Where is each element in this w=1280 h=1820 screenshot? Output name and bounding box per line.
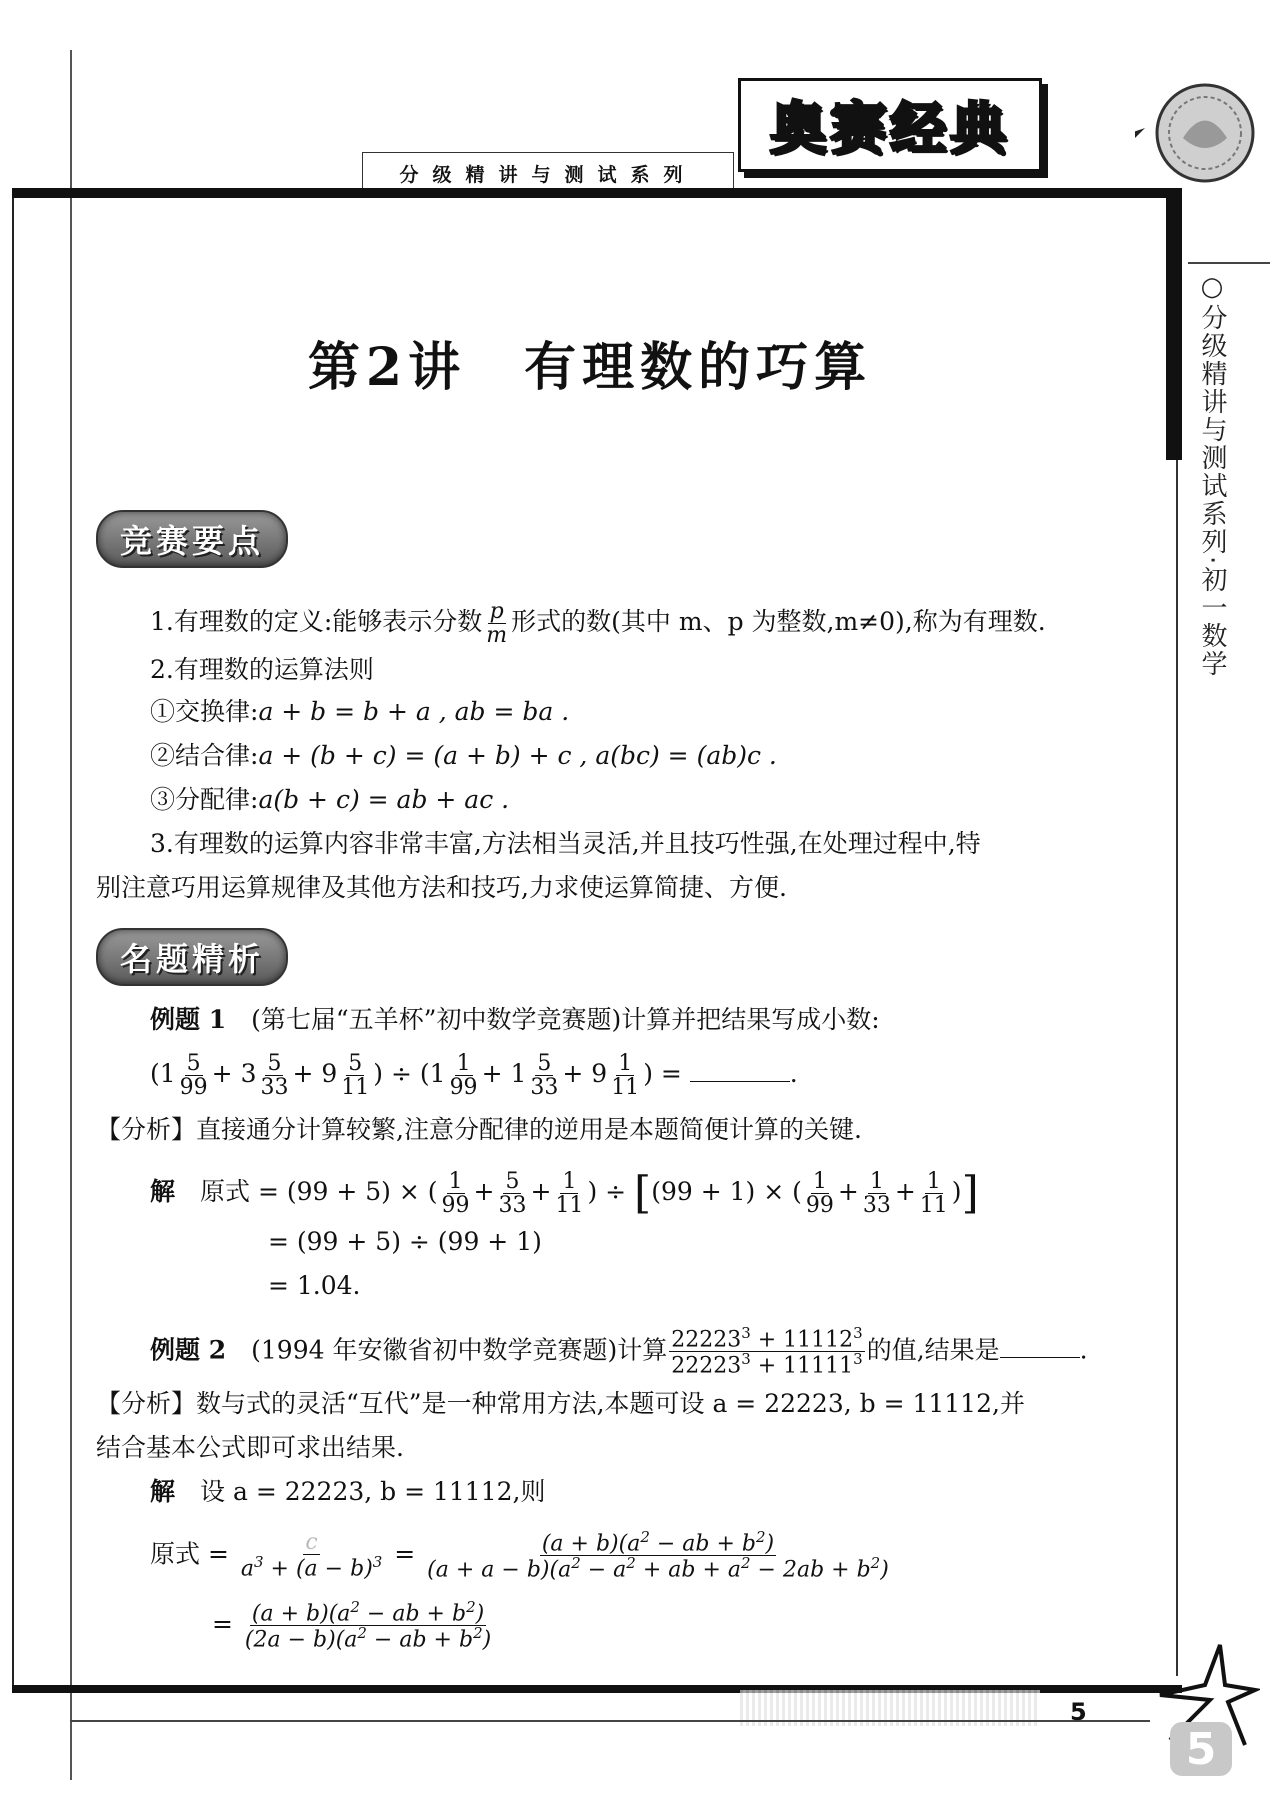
right-thick-bar bbox=[1166, 188, 1182, 460]
example-1-solution-line-2: = (99 + 5) ÷ (99 + 1) bbox=[268, 1227, 542, 1256]
medal-icon bbox=[1135, 78, 1275, 188]
corner-page-number: 5 bbox=[1170, 1722, 1232, 1776]
example-2-analysis-line-2: 结合基本公式即可求出结果. bbox=[96, 1433, 404, 1462]
example-2-solution-line-1 bbox=[150, 1472, 545, 1512]
law-label: ②结合律: bbox=[150, 741, 259, 770]
answer-blank bbox=[1000, 1357, 1080, 1358]
example-2-solution-line-3: = $\frac{(a + b)(a^2 - ab + b^2)}{(2a - b)(a^2 - ab + b^2)}$ bbox=[212, 1598, 492, 1653]
side-vertical-text: ○分级精讲与测试系列·初一数学 bbox=[1197, 272, 1227, 679]
definition-prefix: 1.有理数的定义:能够表示分数 bbox=[150, 607, 483, 637]
example-2-heading: 例题 2 (1994 年安徽省初中数学竞赛题)计算 $\frac{22223^3 + 11112^3}{22223^3 + 11111^3}$ 的值,结果是 . bbox=[150, 1324, 1088, 1379]
law-label: ①交换律: bbox=[150, 697, 259, 726]
left-frame-line bbox=[12, 188, 14, 1688]
fraction-denominator: m bbox=[486, 623, 508, 649]
solution-text: 设 a = 22223, b = 11112,则 bbox=[200, 1477, 546, 1506]
example-2-fraction: $\frac{22223^3 + 11112^3}{22223^3 + 11111^3}$ bbox=[671, 1324, 863, 1379]
paragraph-3-line-2: 别注意巧用运算规律及其他方法和技巧,力求使运算简捷、方便. bbox=[96, 873, 787, 902]
example-2-solution-line-2: 原式 = $\frac{c}{a^3 + (a - b)^3}$ = $\frac{(a + b)(a^2 - ab + b^2)}{(a + a - b)(a^2 - a^2 + ab + a^2 - 2ab + b^2)}$ bbox=[150, 1528, 889, 1583]
page-title: 第2讲 有理数的巧算 bbox=[307, 337, 873, 398]
paragraph-3-line-1: 3.有理数的运算内容非常丰富,方法相当灵活,并且技巧性强,在处理过程中,特 bbox=[150, 829, 981, 858]
example-1-solution-line-1: 解 原式 = (99 + 5) × ( $\frac{1}{99}$ + $\frac{5}{33}$ + $\frac{1}{11}$ ) ÷ [(99 + 1) × ( $\frac{1}{99}$ + $\frac{1}{33}$ + $\frac{1}{11}$ )] bbox=[150, 1167, 979, 1219]
original-expression-label: 原式 bbox=[150, 1539, 201, 1569]
section-badge-examples: 名题精析 bbox=[96, 928, 288, 986]
fraction-numerator: p bbox=[489, 599, 504, 624]
example-text: (第七届“五羊杯”初中数学竞赛题)计算并把结果写成小数: bbox=[251, 1005, 880, 1034]
right-frame-line bbox=[1176, 460, 1178, 1676]
side-rule bbox=[1188, 262, 1270, 264]
fraction-p-over-m bbox=[484, 600, 509, 647]
top-rule bbox=[12, 188, 1182, 198]
associative-law bbox=[150, 736, 777, 776]
law-formula: a + b = b + a , ab = ba . bbox=[258, 697, 570, 726]
brand-logo bbox=[738, 78, 1042, 172]
example-text: (1994 年安徽省初中数学竞赛题)计算 bbox=[251, 1335, 668, 1365]
answer-blank bbox=[690, 1081, 790, 1082]
law-formula: a(b + c) = ab + ac . bbox=[258, 785, 510, 814]
commutative-law bbox=[150, 692, 569, 732]
solution-label: 解 bbox=[150, 1477, 176, 1506]
distributive-law bbox=[150, 780, 509, 820]
example-1-heading bbox=[150, 1000, 880, 1040]
example-label: 例题 1 bbox=[150, 1005, 227, 1034]
example-text-tail: 的值,结果是 bbox=[866, 1335, 1000, 1365]
definition-suffix: 形式的数(其中 m、p 为整数,m≠0),称为有理数. bbox=[511, 607, 1046, 637]
page-number: 5 bbox=[1070, 1698, 1087, 1726]
law-label: ③分配律: bbox=[150, 785, 259, 814]
example-label: 例题 2 bbox=[150, 1335, 227, 1365]
law-formula: a + (b + c) = (a + b) + c , a(bc) = (ab)c . bbox=[258, 741, 777, 770]
left-margin-line bbox=[70, 50, 72, 1780]
example-1-analysis: 【分析】直接通分计算较繁,注意分配律的逆用是本题简便计算的关键. bbox=[96, 1115, 862, 1144]
brand-text: 奥赛经典 bbox=[770, 97, 1010, 162]
rules-heading: 2.有理数的运算法则 bbox=[150, 655, 374, 684]
definition-line bbox=[150, 600, 1046, 647]
bottom-thin-rule bbox=[70, 1720, 1150, 1722]
example-2-analysis-line-1: 【分析】数与式的灵活“互代”是一种常用方法,本题可设 a = 22223, b = 11112,并 bbox=[96, 1389, 1025, 1418]
series-label: 分级精讲与测试系列 bbox=[362, 152, 734, 193]
example-1-solution-line-3: = 1.04. bbox=[268, 1271, 361, 1300]
solution-label: 解 bbox=[150, 1177, 176, 1207]
example-1-expression: (1 $\frac{5}{99}$ + 3 $\frac{5}{33}$ + 9 $\frac{5}{11}$ ) ÷ (1 $\frac{1}{99}$ + 1 $\frac{5}{33}$ + 9 $\frac{1}{11}$ ) = . bbox=[150, 1051, 798, 1101]
section-badge-key-points: 竞赛要点 bbox=[96, 510, 288, 568]
